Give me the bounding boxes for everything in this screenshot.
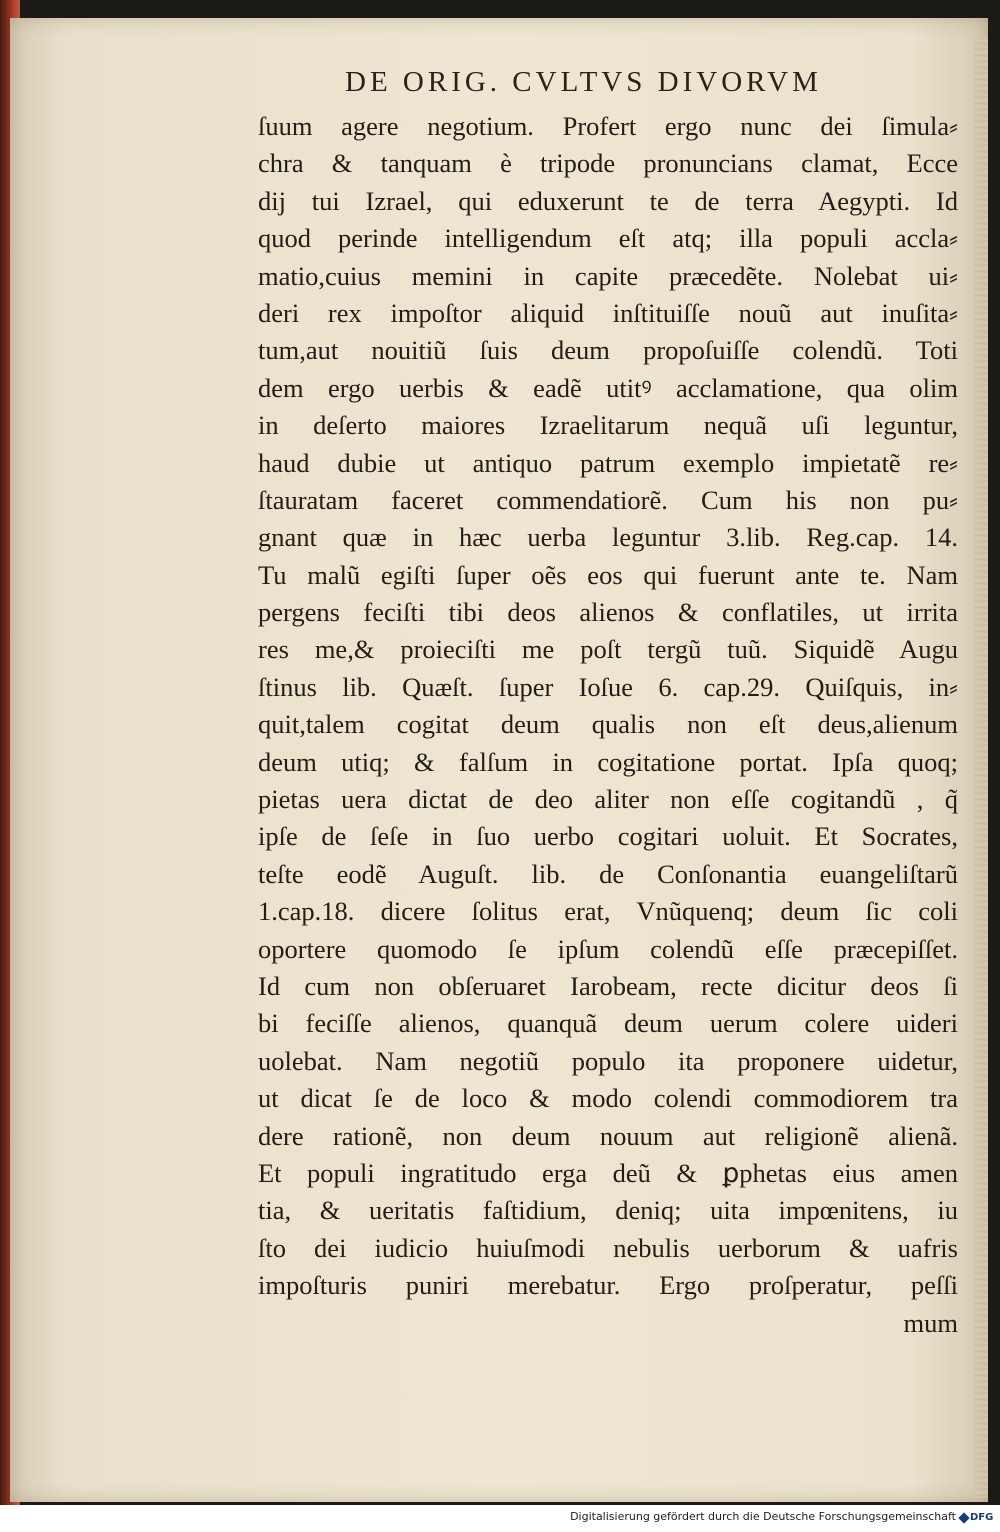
text-line: ſtauratam faceret commendatiorẽ. Cum his non pu⸗: [258, 484, 958, 515]
text-line: dij tui Izrael, qui eduxerunt te de terra Aegypti. Id: [258, 185, 958, 216]
dfg-logo-text: DFG: [970, 1512, 994, 1523]
text-line: impoſturis puniri merebatur. Ergo proſperatur, peſſi: [258, 1270, 958, 1301]
text-line: gnant quæ in hæc uerba leguntur 3.lib. Reg.cap. 14.: [258, 522, 958, 553]
text-line: deri rex impoſtor aliquid inſtituiſſe nouũ aut inuſita⸗: [258, 297, 958, 328]
text-line: chra & tanquam è tripode pronuncians clamat, Ecce: [258, 148, 958, 179]
text-line: deum utiq; & falſum in cogitatione portat. Ipſa quoq;: [258, 746, 958, 777]
catchword: mum: [903, 1307, 958, 1338]
text-line: in deſerto maiores Izraelitarum nequã uſi leguntur,: [258, 410, 958, 441]
text-line: pietas uera dictat de deo aliter non eſſe cogitandũ , q̃: [258, 784, 958, 815]
running-head: DE ORIG. CVLTVS DIVORVM: [345, 66, 822, 98]
text-line: oportere quomodo ſe ipſum colendũ eſſe præcepiſſet.: [258, 933, 958, 964]
footer-bar: [0, 1505, 1000, 1532]
text-line: tia, & ueritatis faſtidium, deniq; uita impœnitens, iu: [258, 1195, 958, 1226]
text-line: quit,talem cogitat deum qualis non eſt deus,alienum: [258, 709, 958, 740]
text-line: uolebat. Nam negotiũ populo ita proponere uidetur,: [258, 1045, 958, 1076]
text-line: quod perinde intelligendum eſt atq; illa populi accla⸗: [258, 223, 958, 254]
text-line: pergens feciſti tibi deos alienos & conflatiles, ut irrita: [258, 597, 958, 628]
page-stack-edge: [974, 38, 988, 1498]
text-line: ut dicat ſe de loco & modo colendi commodiorem tra: [258, 1083, 958, 1114]
text-line: teſte eodẽ Auguſt. lib. de Conſonantia euangeliſtarũ: [258, 858, 958, 889]
page-text-block: [258, 108, 958, 1342]
text-line: dem ergo uerbis & eadẽ utitꝰ acclamatione, qua olim: [258, 372, 958, 403]
text-line: Id cum non obſeruaret Iarobeam, recte dicitur deos ſi: [258, 970, 958, 1001]
text-line: haud dubie ut antiquo patrum exemplo impietatẽ re⸗: [258, 447, 958, 478]
text-line: 1.cap.18. dicere ſolitus erat, Vnũquenq; deum ſic coli: [258, 896, 958, 927]
dfg-logo-icon: [958, 1512, 969, 1523]
text-line: tum,aut nouitiũ ſuis deum propoſuiſſe colendũ. Toti: [258, 335, 958, 366]
text-line: bi feciſſe alienos, quanquã deum uerum colere uideri: [258, 1008, 958, 1039]
text-line: res me,& proieciſti me poſt tergũ tuũ. Siquidẽ Augu: [258, 634, 958, 665]
text-line: Et populi ingratitudo erga deũ & ꝑphetas eius amen: [258, 1157, 958, 1188]
dfg-logo: [960, 1510, 996, 1525]
text-line: ſuum agere negotium. Profert ergo nunc dei ſimula⸗: [258, 111, 958, 141]
text-line: ſto dei iudicio huiuſmodi nebulis uerborum & uafris: [258, 1232, 958, 1263]
text-line: matio,cuius memini in capite præcedẽte. Nolebat ui⸗: [258, 260, 958, 291]
text-line: dere rationẽ, non deum nouum aut religionẽ alienã.: [258, 1120, 958, 1151]
text-line: ſtinus lib. Quæſt. ſuper Ioſue 6. cap.29. Quiſquis, in⸗: [258, 671, 958, 702]
funding-note: Digitalisierung gefördert durch die Deutsche Forschungsgemeinschaft: [570, 1510, 956, 1523]
text-line: Tu malũ egiſti ſuper oẽs eos qui fuerunt ante te. Nam: [258, 559, 958, 590]
text-line: ipſe de ſeſe in ſuo uerbo cogitari uoluit. Et Socrates,: [258, 821, 958, 852]
